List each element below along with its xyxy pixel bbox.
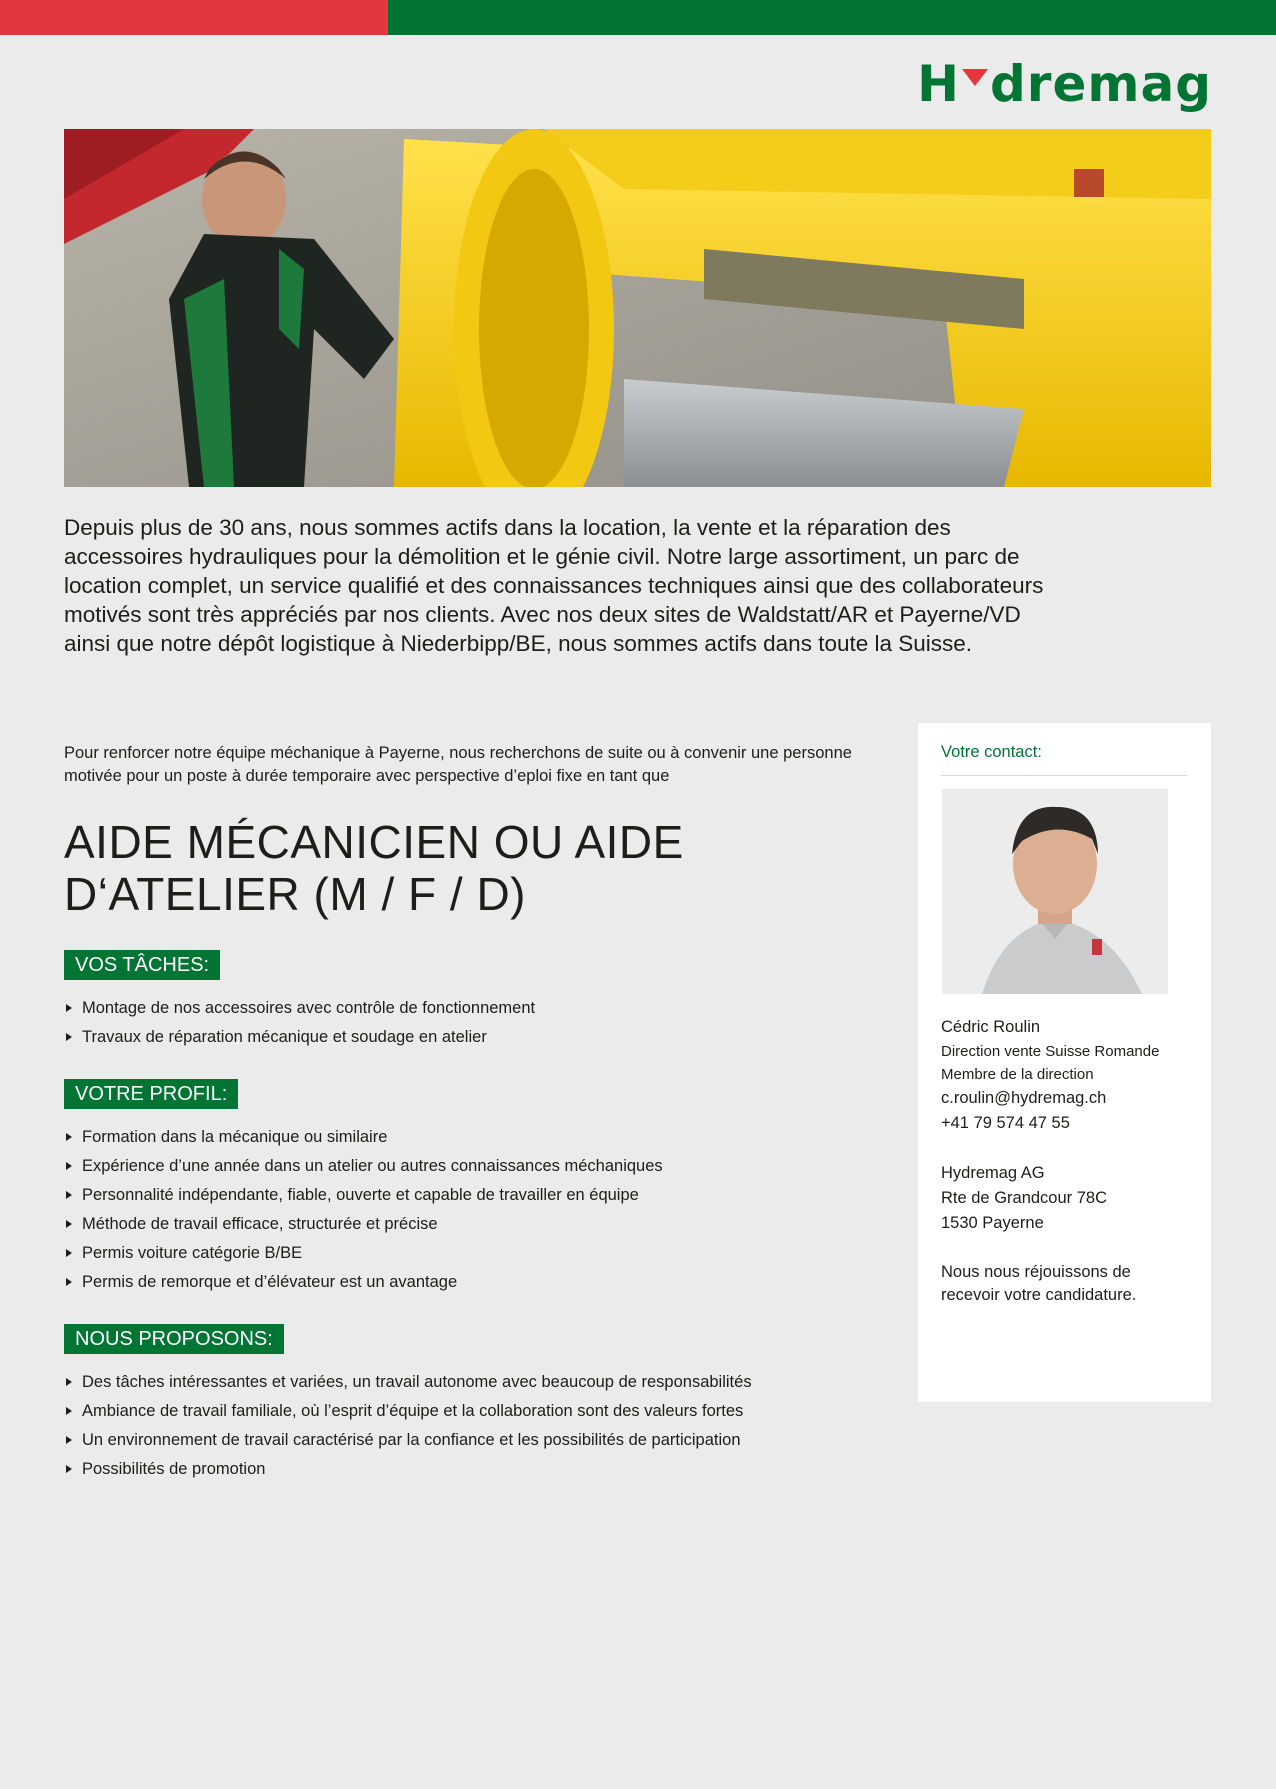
profile-heading: VOTRE PROFIL: <box>64 1079 238 1109</box>
offer-heading: NOUS PROPOSONS: <box>64 1324 284 1354</box>
contact-divider <box>941 775 1187 776</box>
offer-list <box>64 1368 884 1484</box>
top-bar-red-segment <box>0 0 388 35</box>
logo-triangle-icon <box>962 69 988 86</box>
contact-info <box>941 1015 1201 1307</box>
contact-name: Cédric Roulin <box>941 1018 1041 1036</box>
list-item: Travaux de réparation mécanique et soudage en atelier <box>64 1023 884 1052</box>
contact-card <box>918 723 1211 1402</box>
contact-email[interactable]: c.roulin@hydremag.ch <box>941 1089 1107 1107</box>
company-intro-paragraph: Depuis plus de 30 ans, nous sommes actifs dans la location, la vente et la réparation des accessoires hydrauliques pour la démolition et le génie civil. Notre large assortiment, un parc de location complet, un service qualifié et des connaissances techniques ainsi que des collaborateurs motivés sont très appréciés par nos clients. Avec nos deux sites de Waldstatt/AR et Payerne/VD ainsi que notre dépôt logistique à Niederbipp/BE, nous sommes actifs dans toute la Suisse. <box>64 515 1044 656</box>
tasks-list <box>64 994 884 1052</box>
job-title <box>64 816 824 920</box>
profile-list <box>64 1123 884 1297</box>
logo-text-prefix: H <box>917 55 960 113</box>
top-bar-green-segment <box>388 0 1276 35</box>
job-title-line-2: D‘ATELIER (M / F / D) <box>64 868 526 920</box>
list-item: Ambiance de travail familiale, où l’esprit d’équipe et la collaboration sont des valeurs fortes <box>64 1397 884 1426</box>
job-title-line-1: AIDE MÉCANICIEN OU AIDE <box>64 816 684 868</box>
contact-photo <box>942 789 1168 994</box>
contact-phone[interactable]: +41 79 574 47 55 <box>941 1114 1070 1132</box>
contact-role-2: Membre de la direction <box>941 1066 1094 1083</box>
company-city: 1530 Payerne <box>941 1214 1044 1232</box>
contact-role-1: Direction vente Suisse Romande <box>941 1043 1160 1060</box>
spacer <box>941 1236 1201 1261</box>
company-street: Rte de Grandcour 78C <box>941 1189 1108 1207</box>
job-lead-paragraph: Pour renforcer notre équipe méchanique à Payerne, nous recherchons de suite ou à convenir une personne motivée pour un poste à durée temporaire avec perspective d’eploi fixe en tant que <box>64 744 852 785</box>
list-item: Personnalité indépendante, fiable, ouverte et capable de travailler en équipe <box>64 1181 884 1210</box>
top-color-bar <box>0 0 1276 35</box>
list-item: Montage de nos accessoires avec contrôle de fonctionnement <box>64 994 884 1023</box>
list-item: Méthode de travail efficace, structurée et précise <box>64 1210 884 1239</box>
list-item: Des tâches intéressantes et variées, un travail autonome avec beaucoup de responsabilités <box>64 1368 884 1397</box>
list-item: Expérience d’une année dans un atelier ou autres connaissances méchaniques <box>64 1152 884 1181</box>
contact-portrait-photo-icon <box>942 789 1168 994</box>
closing-line-2: recevoir votre candidature. <box>941 1286 1137 1304</box>
tasks-heading: VOS TÂCHES: <box>64 950 220 980</box>
logo-text-suffix: dremag <box>990 55 1212 113</box>
list-item: Permis voiture catégorie B/BE <box>64 1239 884 1268</box>
hero-image <box>64 129 1211 487</box>
closing-line-1: Nous nous réjouissons de <box>941 1263 1131 1281</box>
hero-workshop-photo-icon <box>64 129 1211 487</box>
hydremag-logo <box>917 54 1212 114</box>
list-item: Possibilités de promotion <box>64 1455 884 1484</box>
list-item: Formation dans la mécanique ou similaire <box>64 1123 884 1152</box>
contact-label: Votre contact: <box>941 743 1042 761</box>
spacer <box>941 1136 1201 1161</box>
company-name: Hydremag AG <box>941 1164 1045 1182</box>
list-item: Un environnement de travail caractérisé par la confiance et les possibilités de participation <box>64 1426 884 1455</box>
list-item: Permis de remorque et d’élévateur est un avantage <box>64 1268 884 1297</box>
